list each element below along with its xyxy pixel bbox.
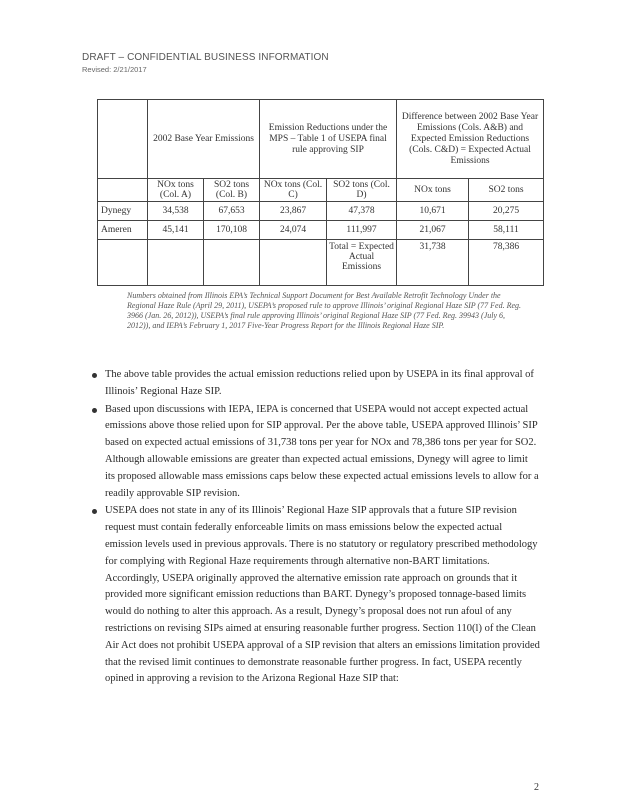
total-empty-cell [204,240,260,286]
page-header [82,52,329,74]
list-item [90,402,540,503]
table-subheader-row [98,179,544,202]
cell-col-f: 58,111 [469,221,544,240]
cell-col-e: 21,067 [397,221,469,240]
cell-col-a: 45,141 [148,221,204,240]
cell-col-e: 10,671 [397,202,469,221]
header-empty-cell [98,100,148,179]
bullet-text: USEPA does not state in any of its Illinois’ Regional Haze SIP approvals that a future SIP revision request must contain federally enforceable limits on mass emissions below the expected actual emission levels used in previous approvals. There is no statutory or regulatory prescribed methodology for complying with Regional Haze requirements through alternative non-BART limitations. Accordingly, USEPA originally approved the alternative emission rate approach on grounds that it provided more significant emission reductions than BART. Dynegy’s proposed tonnage-based limits would do nothing to alter this approach. As a result, Dynegy’s proposal does not run afoul of any restrictions on revising SIPs aimed at ensuring reasonable further progress. Section 110(l) of the Clean Air Act does not prohibit USEPA approval of a SIP revision that alters an emissions limitation provided that the revised limit continues to demonstrate reasonable further progress. In fact, USEPA recently opined in approving a revision to the Arizona Regional Haze SIP that: [105,505,540,685]
subheader-col-e: NOx tons [397,179,469,202]
total-label: Total = Expected Actual Emissions [327,240,397,286]
subheader-empty-cell [98,179,148,202]
bullet-icon [92,509,97,514]
total-empty-cell [148,240,204,286]
bullet-list [90,367,540,689]
cell-col-c: 23,867 [260,202,327,221]
row-company: Dynegy [98,202,148,221]
draft-confidential-label: DRAFT – CONFIDENTIAL BUSINESS INFORMATION [82,52,329,63]
total-empty-cell [260,240,327,286]
subheader-col-c: NOx tons (Col. C) [260,179,327,202]
header-reductions: Emission Reductions under the MPS – Table 1 of USEPA final rule approving SIP [260,100,397,179]
subheader-col-f: SO2 tons [469,179,544,202]
table-header-row [98,100,544,179]
total-nox: 31,738 [397,240,469,286]
bullet-text: The above table provides the actual emission reductions relied upon by USEPA in its final approval of Illinois’ Regional Haze SIP. [105,369,534,397]
bullet-icon [92,373,97,378]
table-total-row [98,240,544,286]
table-row [98,202,544,221]
total-so2: 78,386 [469,240,544,286]
subheader-col-a: NOx tons (Col. A) [148,179,204,202]
bullet-icon [92,408,97,413]
page-number: 2 [534,782,539,793]
emissions-table [97,99,544,286]
cell-col-c: 24,074 [260,221,327,240]
cell-col-d: 111,997 [327,221,397,240]
source-note: Numbers obtained from Illinois EPA’s Technical Support Document for Best Available Retrofit Technology Under the Regional Haze Rule (April 29, 2011), USEPA’s proposed rule to approve Illinois’ original Regional Haze SIP (77 Fed. Reg. 3966 (Jan. 26, 2012)), USEPA’s final rule approving Illinois’ original Regional Haze SIP (77 Fed. Reg. 39943 (July 6, 2012)), and IEPA’s February 1, 2017 Five-Year Progress Report for the Illinois Regional Haze SIP. [127,291,522,330]
revised-date: Revised: 2/21/2017 [82,65,147,74]
bullet-text: Based upon discussions with IEPA, IEPA is concerned that USEPA would not accept expected actual emissions above those relied upon for SIP approval. Per the above table, USEPA approved Illinois’ SIP based on expected actual emissions of 31,738 tons per year for NOx and 78,386 tons per year for SO2. Although allowable emissions are greater than expected actual emissions, Dynegy will agree to limit its proposed allowable mass emissions caps below these expected actual emissions levels to allow for a readily approvable SIP revision. [105,403,539,499]
cell-col-b: 170,108 [204,221,260,240]
total-empty-cell [98,240,148,286]
header-difference: Difference between 2002 Base Year Emissions (Cols. A&B) and Expected Emission Reductions (Cols. C&D) = Expected Actual Emissions [397,100,544,179]
subheader-col-b: SO2 tons (Col. B) [204,179,260,202]
cell-col-f: 20,275 [469,202,544,221]
cell-col-a: 34,538 [148,202,204,221]
row-company: Ameren [98,221,148,240]
cell-col-d: 47,378 [327,202,397,221]
list-item [90,503,540,688]
cell-col-b: 67,653 [204,202,260,221]
subheader-col-d: SO2 tons (Col. D) [327,179,397,202]
header-base-year: 2002 Base Year Emissions [148,100,260,179]
list-item [90,367,540,401]
table-row [98,221,544,240]
